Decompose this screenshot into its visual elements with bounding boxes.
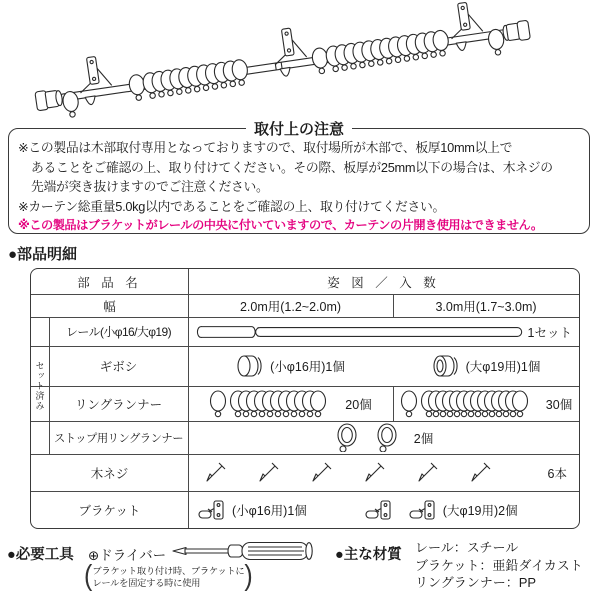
ring-runner-30-qty: 30個 [545,397,573,412]
material-rail: レール：スチール [415,540,519,555]
stop-runner-drawing [374,423,398,452]
bracket-small-qty: (小φ16用)1個 [232,503,307,518]
screwdriver-usage-note [84,559,253,593]
bracket-large-qty: (大φ19用)2個 [442,503,518,518]
giboshi-small-qty: (小φ16用)1個 [270,360,345,374]
curtain-rail-illustration [0,0,600,118]
set-included-label: セット済み [34,360,45,411]
stop-runner-drawing [334,423,358,452]
notice-title: 取付上の注意 [246,118,352,139]
bracket-large-drawing [365,500,393,520]
col-header-figure-qty: 姿 図 ／ 入 数 [327,275,440,290]
notice-line: あることをご確認の上、取り付けてください。その際、板厚が25mm以下の場合は、木ネジの [31,159,553,175]
part-name-stop-runner: ストップ用リングランナー [54,432,183,445]
part-name-bracket: ブラケット [78,503,141,518]
rail-drawing [195,324,528,340]
parts-table [30,268,580,529]
rail-qty: 1セット [527,325,572,340]
bracket-small-drawing [198,500,226,520]
wood-screw-qty: 6本 [547,466,567,481]
stop-runner-qty: 2個 [413,431,434,446]
wood-screw-drawing [206,461,496,485]
note-line-2: レールを固定する時に使用 [92,577,201,588]
notice-line: ※この製品は木部取付専用となっておりますので、取付場所が木部で、板厚10mm以上で [18,140,513,155]
part-name-ring-runner: リングランナー [74,397,163,412]
bracket-large-drawing [409,500,437,520]
ring-runner-group [311,29,450,74]
part-name-wood-screw: 木ネジ [90,466,129,481]
ring-runner-20-qty: 20個 [345,397,372,412]
part-name-rail: レール(小φ16/大φ19) [66,325,171,339]
notice-body [18,138,585,236]
materials-list [415,539,583,592]
notice-line: ※カーテン総重量5.0kg以内であることをご確認の上、取り付けてください。 [18,198,445,214]
parts-list-heading: ●部品明細 [8,246,78,263]
notice-warning-line: ※この製品はブラケットがレールの中央に付いていますので、カーテンの片開き使用はできません。 [18,218,543,232]
part-name-giboshi: ギボシ [99,360,138,374]
ring-runner-group [128,59,249,102]
material-runner: リングランナー：PP [415,575,537,590]
giboshi-large-drawing [432,355,458,377]
notice-line: 先端が突き抜けますのでご注意ください。 [31,179,269,194]
width-3m: 3.0m用(1.7~3.0m) [435,299,537,314]
screwdriver-label: ⊕ドライバー [88,548,167,563]
ring-runner-30-drawing [400,390,540,418]
ring-runner-20-drawing [209,390,337,418]
installation-notice-box [8,121,590,234]
note-line-1: ブラケット取り付け時、ブラケットに [92,565,245,576]
col-header-part-name: 部 品 名 [77,275,142,290]
row-label-width: 幅 [103,299,116,314]
width-2m: 2.0m用(1.2~2.0m) [239,299,342,314]
giboshi-small-drawing [236,355,262,377]
materials-heading: ●主な材質 [335,547,402,563]
material-bracket: ブラケット：亜鉛ダイカスト [415,557,583,573]
note-paren-open: ( [84,559,93,593]
required-tools-heading: ●必要工具 [7,547,74,563]
note-paren-close: ) [244,559,253,593]
giboshi-large-qty: (大φ19用)1個 [465,360,541,374]
